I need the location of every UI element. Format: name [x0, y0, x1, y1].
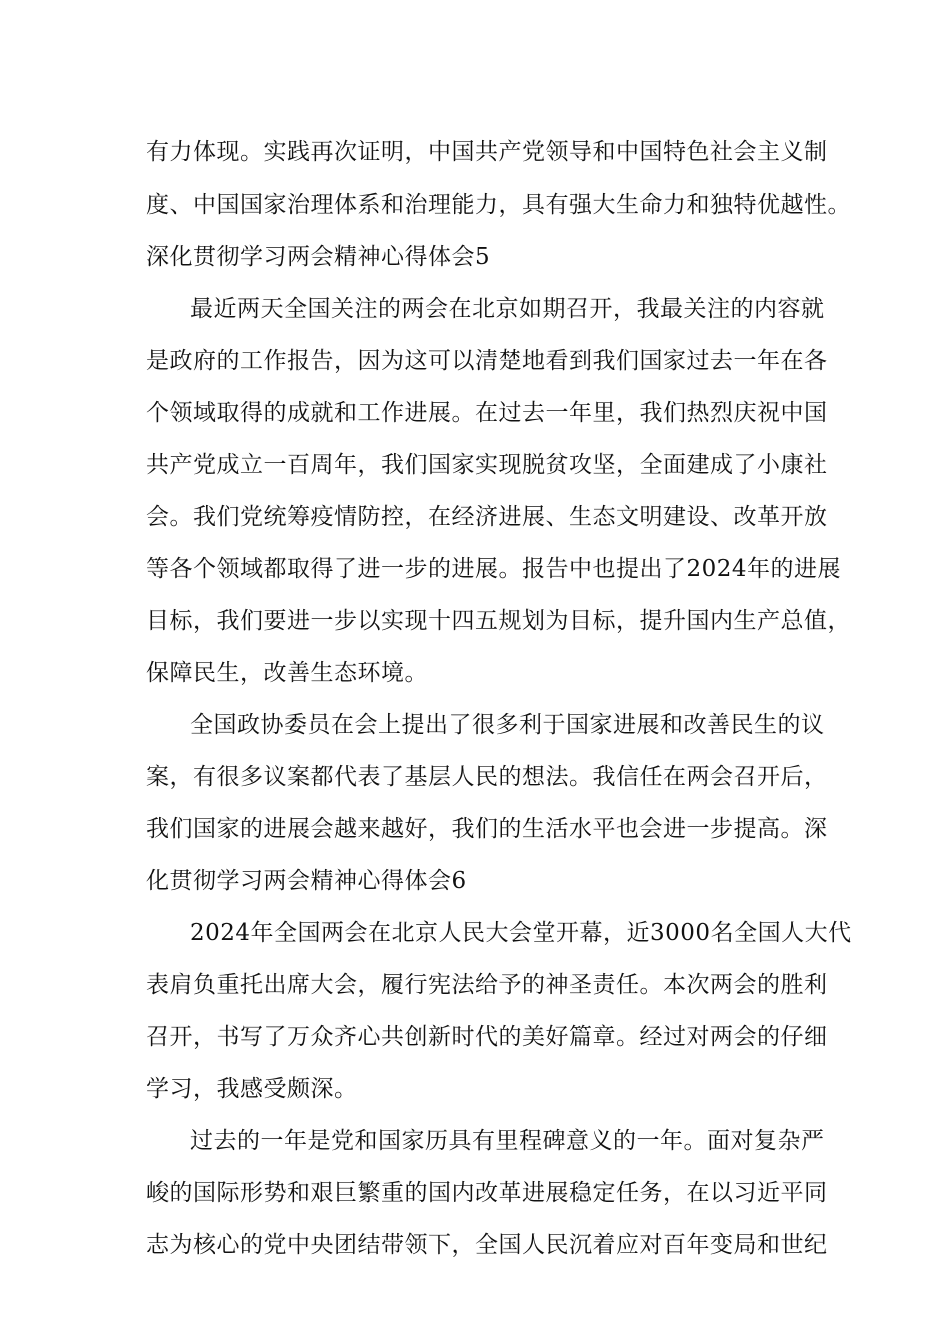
text-line: 峻的国际形势和艰巨繁重的国内改革进展稳定任务，在以习近平同: [146, 1180, 828, 1206]
text-line: 保障民生，改善生态环境。: [146, 660, 428, 686]
text-line: 度、中国国家治理体系和治理能力，具有强大生命力和独特优越性。: [146, 192, 851, 218]
text-line: 个领域取得的成就和工作进展。在过去一年里，我们热烈庆祝中国: [146, 400, 828, 426]
text-line: 学习，我感受颇深。: [146, 1076, 358, 1102]
text-line: 表肩负重托出席大会，履行宪法给予的神圣责任。本次两会的胜利: [146, 972, 828, 998]
text-line: 目标，我们要进一步以实现十四五规划为目标，提升国内生产总值，: [146, 608, 851, 634]
text-line: 共产党成立一百周年，我们国家实现脱贫攻坚，全面建成了小康社: [146, 452, 828, 478]
paragraph-start: 2024年全国两会在北京人民大会堂开幕，近3000名全国人大代: [190, 920, 852, 946]
paragraph-start: 全国政协委员在会上提出了很多利于国家进展和改善民生的议: [190, 712, 825, 738]
paragraph-start: 过去的一年是党和国家历具有里程碑意义的一年。面对复杂严: [190, 1128, 825, 1154]
text-line: 等各个领域都取得了进一步的进展。报告中也提出了2024年的进展: [146, 556, 842, 582]
text-line: 会。我们党统筹疫情防控，在经济进展、生态文明建设、改革开放: [146, 504, 828, 530]
text-line: 是政府的工作报告，因为这可以清楚地看到我们国家过去一年在各: [146, 348, 828, 374]
text-line: 志为核心的党中央团结带领下，全国人民沉着应对百年变局和世纪: [146, 1232, 828, 1258]
paragraph-start: 最近两天全国关注的两会在北京如期召开，我最关注的内容就: [190, 296, 825, 322]
section-heading: 化贯彻学习两会精神心得体会6: [146, 868, 467, 894]
text-line: 有力体现。实践再次证明，中国共产党领导和中国特色社会主义制: [146, 139, 828, 165]
section-heading: 深化贯彻学习两会精神心得体会5: [146, 244, 491, 270]
text-line: 案，有很多议案都代表了基层人民的想法。我信任在两会召开后，: [146, 764, 828, 790]
text-line: 召开，书写了万众齐心共创新时代的美好篇章。经过对两会的仔细: [146, 1024, 828, 1050]
text-line: 我们国家的进展会越来越好，我们的生活水平也会进一步提高。深: [146, 816, 828, 842]
